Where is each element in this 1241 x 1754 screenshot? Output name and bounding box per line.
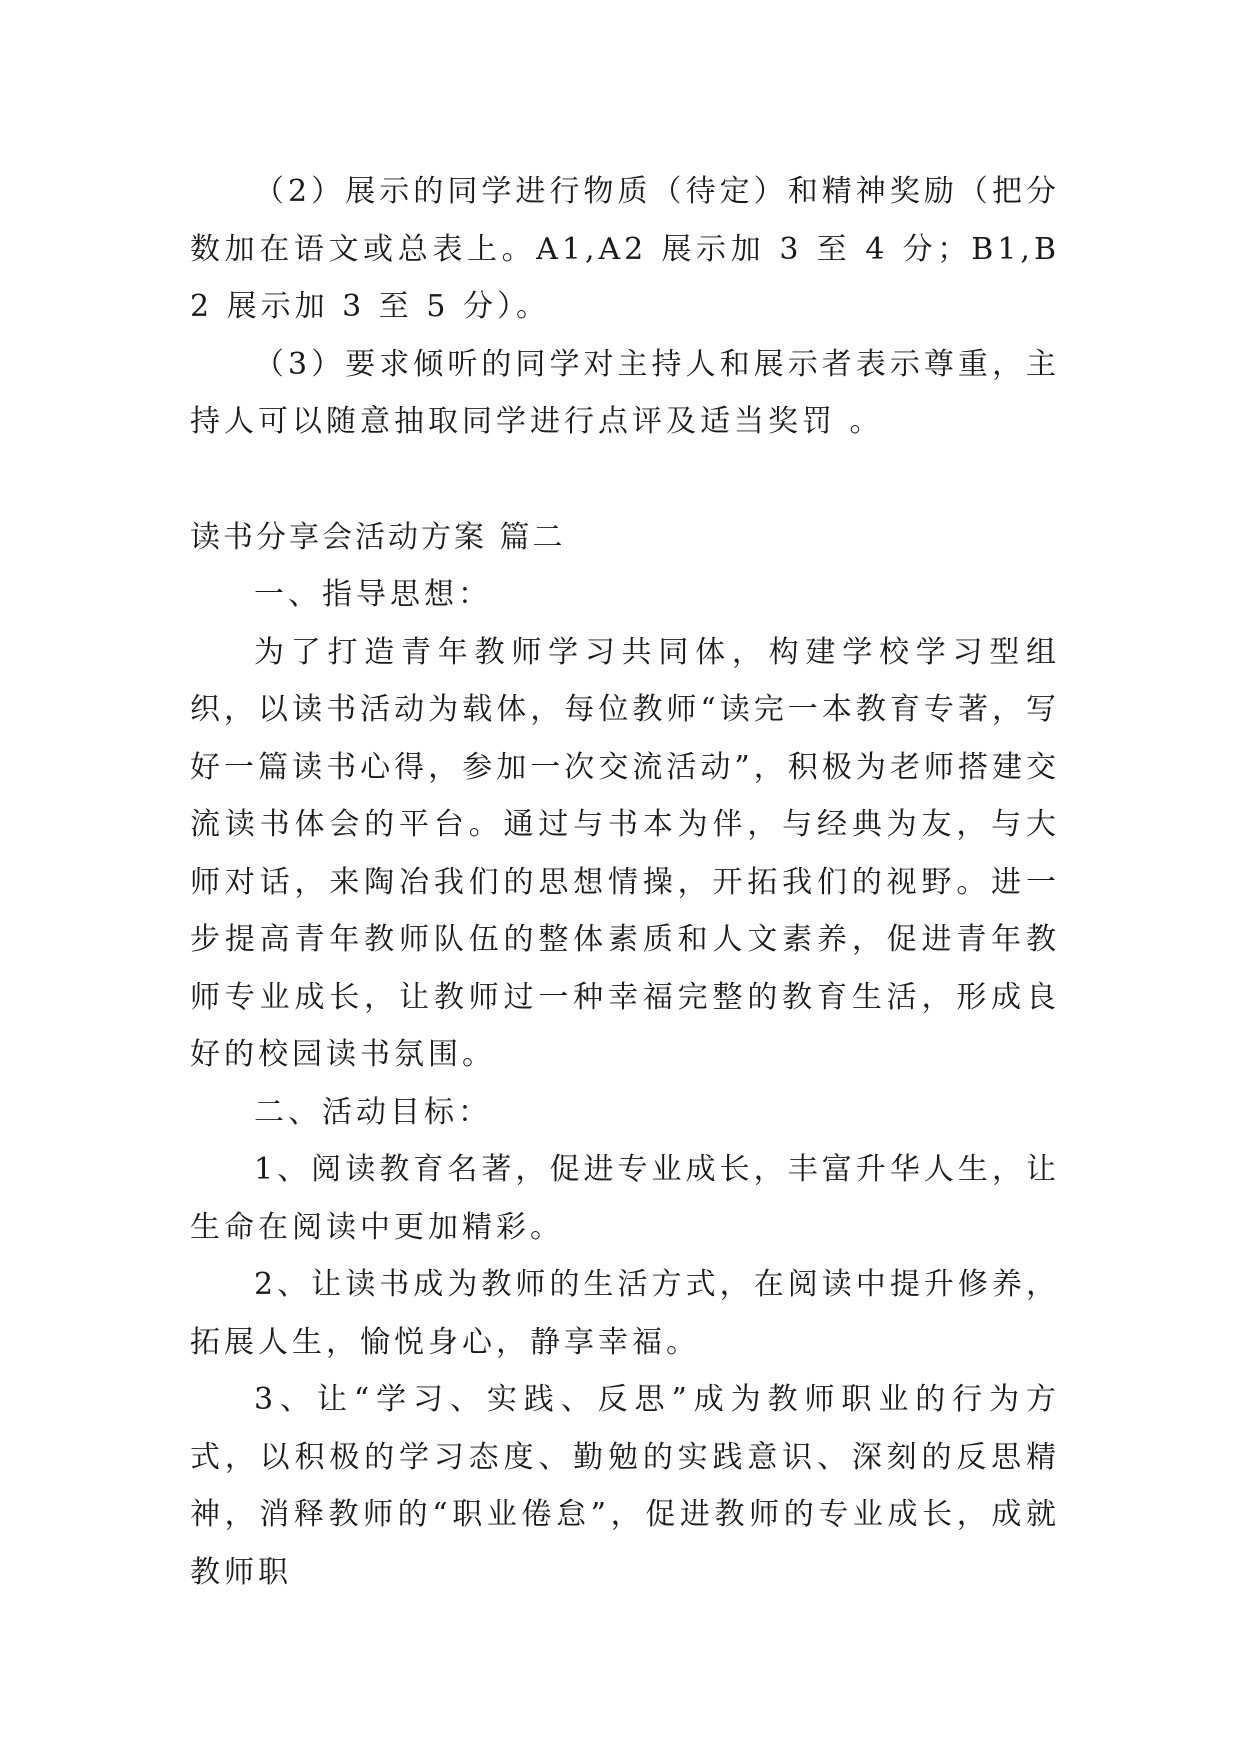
goal-item-1: 1、阅读教育名著，促进专业成长，丰富升华人生，让生命在阅读中更加精彩。 xyxy=(190,1152,1060,1245)
goal-item-2: 2、让读书成为教师的生活方式，在阅读中提升修养，拓展人生，愉悦身心，静享幸福。 xyxy=(190,1267,1060,1360)
guiding-text: 为了打造青年教师学习共同体，构建学校学习型组织，以读书活动为载体，每位教师“读完一本教育专著，写好一篇读书心得，参加一次交流活动”，积极为老师搭建交流读书体会的平台。通过与书本为伴，与经典为友，与大师对话，来陶冶我们的思想情操，开拓我们的视野。进一步提高青年教师队伍的整体素质和人文素养，促进青年教师专业成长，让教师过一种幸福完整的教育生活，形成良好的校园读书氛围。 xyxy=(190,634,1060,1072)
section-title: 读书分享会活动方案 篇二 xyxy=(190,519,566,555)
document-body xyxy=(190,163,1060,1601)
guiding-heading: 一、指导思想： xyxy=(254,577,492,612)
goal-item-3: 3、让“学习、实践、反思”成为教师职业的行为方式，以积极的学习态度、勤勉的实践意识、深刻的反思精神，消释教师的“职业倦怠”，促进教师的专业成长，成就教师职 xyxy=(190,1382,1060,1590)
paragraph-respect: （3）要求倾听的同学对主持人和展示者表示尊重，主持人可以随意抽取同学进行点评及适当奖罚 。 xyxy=(190,346,1060,439)
paragraph-reward: （2）展示的同学进行物质（待定）和精神奖励（把分数加在语文或总表上。A1,A2 展示加 3 至 4 分；B1,B2 展示加 3 至 5 分）。 xyxy=(190,174,1060,324)
goals-heading: 二、活动目标： xyxy=(254,1094,492,1130)
